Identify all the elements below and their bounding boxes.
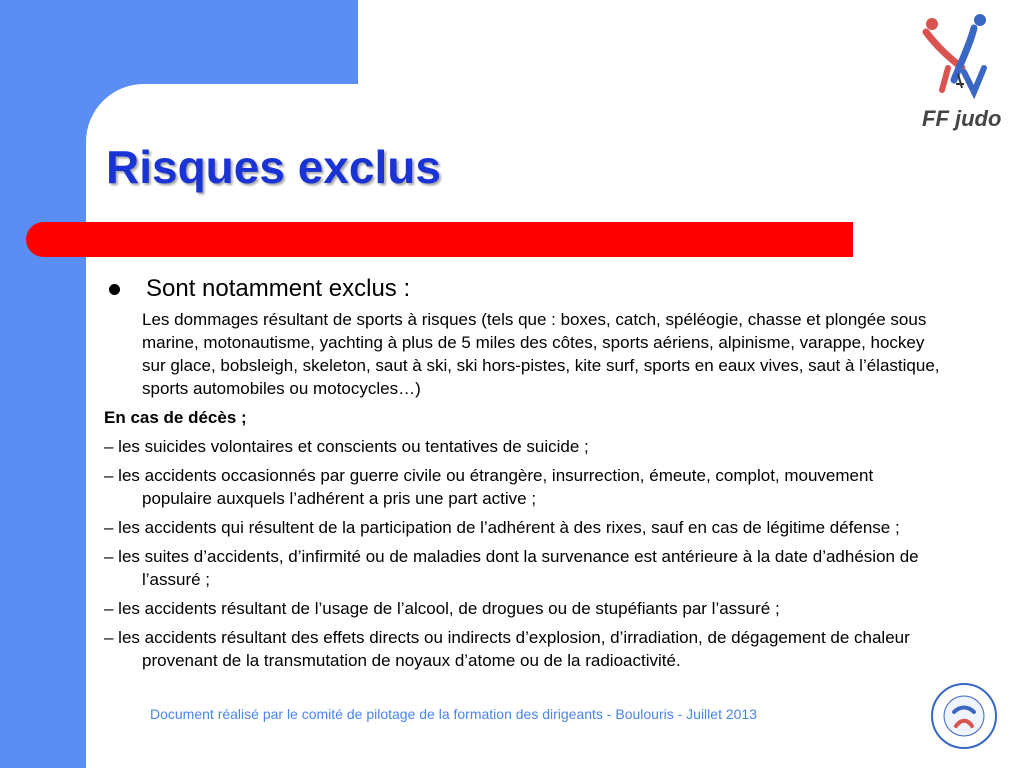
red-divider-bar bbox=[26, 222, 853, 257]
list-item: – les accidents résultant de l’usage de l’alcool, de drogues ou de stupéfiants par l’assuré ; bbox=[104, 599, 780, 618]
list-item: – les suites d’accidents, d’infirmité ou de maladies dont la survenance est antérieure à la date d’adhésion de l’assuré ; bbox=[104, 547, 919, 589]
section-heading: En cas de décès ; bbox=[104, 408, 247, 427]
bullet-text: Sont notamment exclus : bbox=[146, 275, 411, 302]
ff-judo-logo-icon bbox=[918, 10, 1010, 136]
list-item: – les accidents résultant des effets directs ou indirects d’explosion, d’irradiation, de dégagement de chaleur provenant de la transmutation de noyaux d’atome ou de la radioactivité. bbox=[104, 628, 910, 670]
bullet-dot bbox=[109, 284, 120, 295]
bullet-line bbox=[104, 274, 940, 304]
slide-title: Risques exclus bbox=[106, 141, 441, 193]
list-item: – les accidents occasionnés par guerre civile ou étrangère, insurrection, émeute, complot, mouvement populaire auxquels l’adhérent a pris une part active ; bbox=[104, 466, 874, 508]
slide-content bbox=[104, 274, 940, 678]
list-item: – les suicides volontaires et conscients ou tentatives de suicide ; bbox=[104, 437, 589, 456]
ffjda-seal-icon bbox=[930, 682, 998, 750]
sub-paragraph: Les dommages résultant de sports à risques (tels que : boxes, catch, spéléogie, chasse et plongée sous marine, motonautisme, yachting à plus de 5 miles des côtes, sports aériens, alpinisme, varappe, hockey sur glace, bobsleigh, skeleton, saut à ski, ski hors-pistes, kite surf, sports en eaux vives, saut à l’élastique, sports automobiles ou motocycles…) bbox=[142, 310, 940, 398]
list-item: – les accidents qui résultent de la participation de l’adhérent à des rixes, sauf en cas de légitime défense ; bbox=[104, 518, 900, 537]
slide-footer: Document réalisé par le comité de pilotage de la formation des dirigeants - Boulouris - Juillet 2013 bbox=[150, 706, 757, 722]
logo-text: FF judo bbox=[922, 106, 1002, 131]
